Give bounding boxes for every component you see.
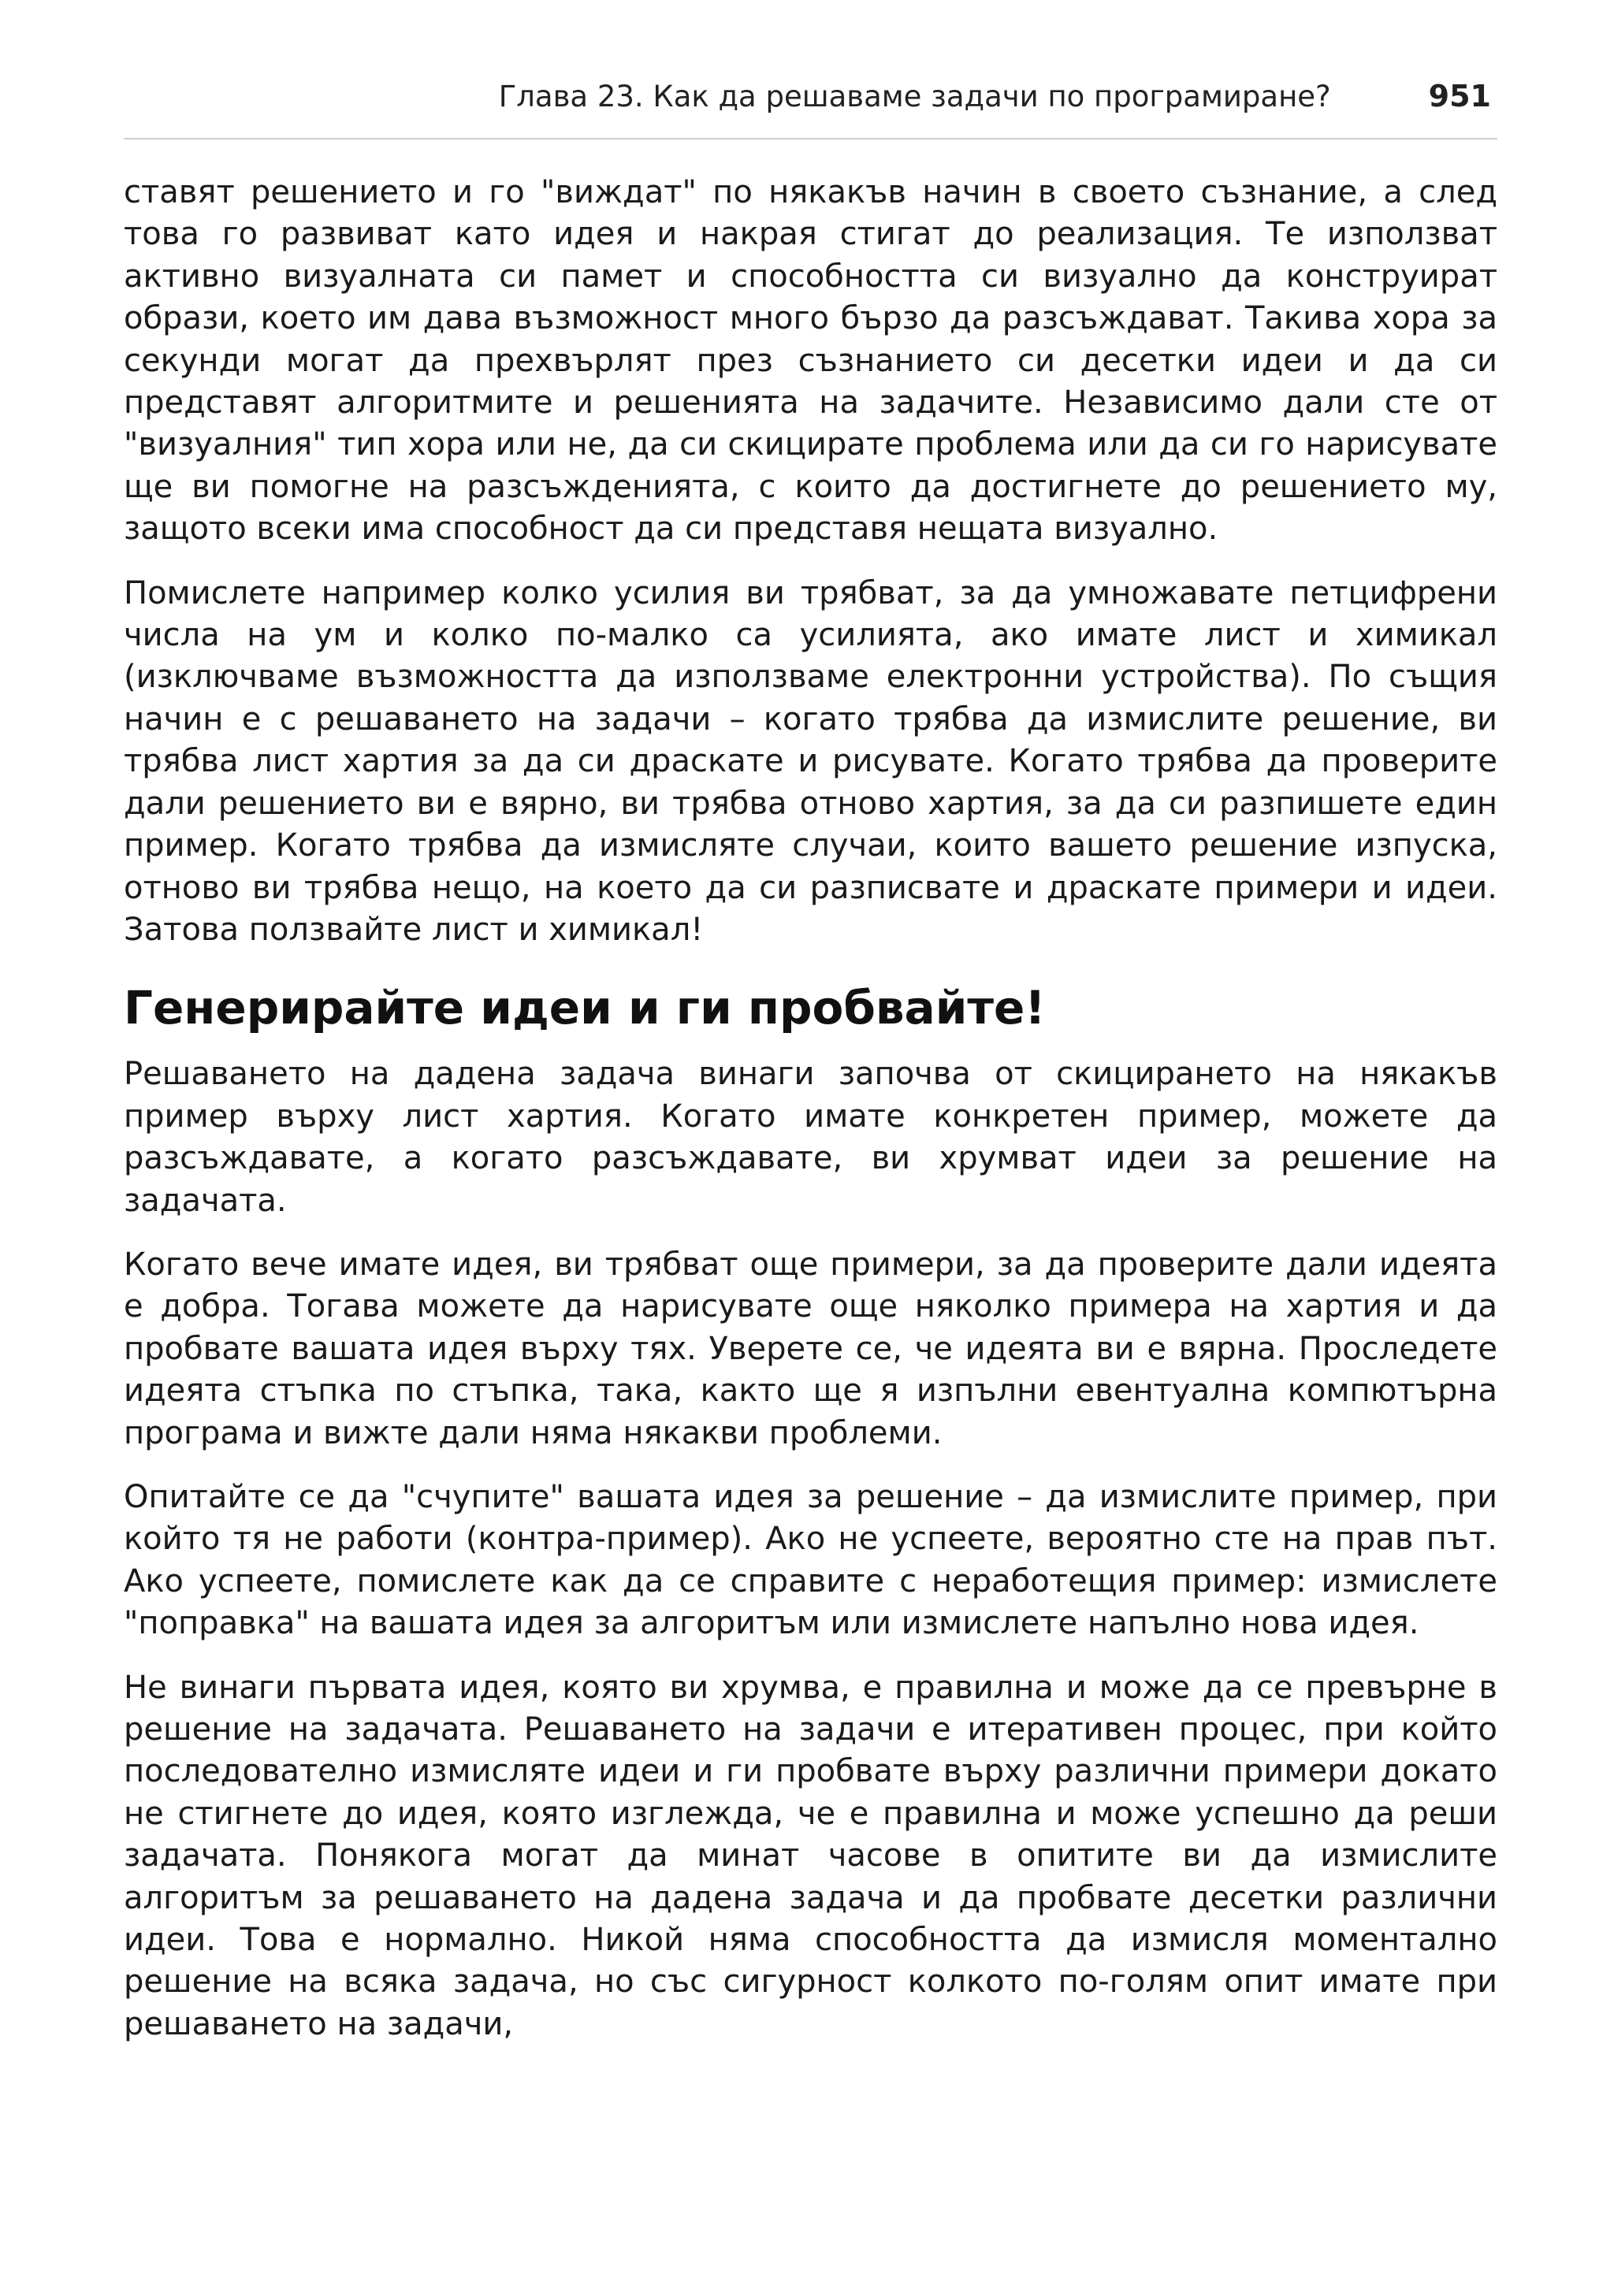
paragraph-pen-and-paper: Помислете например колко усилия ви трябват, за да умножавате петцифрени числа на ум и колко по-малко са усилията, ако имате лист и химикал (изключваме възможността да използваме електронни устройства). По същия начин е с решаването на задачи – когато трябва да измислите решение, ви трябва лист хартия за да си драскате и рисувате. Когато трябва да проверите дали решението ви е вярно, ви трябва отново хартия, за да си разпишете един пример. Когато трябва да измисляте случаи, които вашето решение изпуска, отново ви трябва нещо, на което да си разписвате и драскате примери и идеи. Затова ползвайте лист и химикал! [124,574,1497,948]
paragraph-sketch-example: Решаването на дадена задача винаги започва от скицирането на някакъв пример върху лист хартия. Когато имате конкретен пример, можете да разсъждавате, а когато разсъждавате, ви хрумват идеи за решение на задачата. [124,1056,1497,1219]
header-divider [124,138,1497,139]
running-header [124,79,1497,113]
chapter-title: Глава 23. Как да решаваме задачи по програмиране? [498,80,1331,113]
paragraph-counter-example: Опитайте се да "счупите" вашата идея за решение – да измислите пример, при който тя не работи (контра-пример). Ако не успеете, вероятно сте на прав път. Ако успеете, помислете как да се справите с неработещия пример: измислете "поправка" на вашата идея за алгоритъм или измислете напълно нова идея. [124,1478,1497,1642]
book-page [124,0,1497,2296]
paragraph-test-idea: Когато вече имате идея, ви трябват още примери, за да проверите дали идеята е добра. Тогава можете да нарисувате още няколко примера на хартия и да пробвате вашата идея върху тях. Уверете се, че идеята ви е вярна. Проследете идеята стъпка по стъпка, така, както ще я изпълни евентуална компютърна програма и вижте дали няма някакви проблеми. [124,1246,1497,1451]
paragraph-visual-thinking: ставят решението и го "виждат" по някакъв начин в своето съзнание, а след това го развиват като идея и накрая стигат до реализация. Те използват активно визуалната си памет и способността си визуално да конструират образи, което им дава възможност много бързо да разсъждават. Такива хора за секунди могат да прехвърлят през съзнанието си десетки идеи и да си представят алгоритмите и решенията на задачите. Независимо дали сте от "визуалния" тип хора или не, да си скицирате проблема или да си го нарисувате ще ви помогне на разсъжденията, с които да достигнете до решението му, защото всеки има способност да си представя нещата визуално. [124,174,1497,548]
section-heading: Генерирайте идеи и ги пробвайте! [124,981,1046,1035]
paragraph-iterative-process: Не винаги първата идея, която ви хрумва, е правилна и може да се превърне в решение на задачата. Решаването на задачи е итеративен процес, при който последователно измисляте идеи и ги пробвате върху различни примери докато не стигнете до идея, която изглежда, че е правилна и може успешно да реши задачата. Понякога могат да минат часове в опитите ви да измислите алгоритъм за решаването на дадена задача и да пробвате десетки различни идеи. Това е нормално. Никой няма способността да измисля моментално решение на всяка задача, но със сигурност колкото по-голям опит имате при решаването на задачи, [124,1669,1497,2042]
page-body [124,172,1497,2068]
page-number: 951 [1428,79,1491,113]
